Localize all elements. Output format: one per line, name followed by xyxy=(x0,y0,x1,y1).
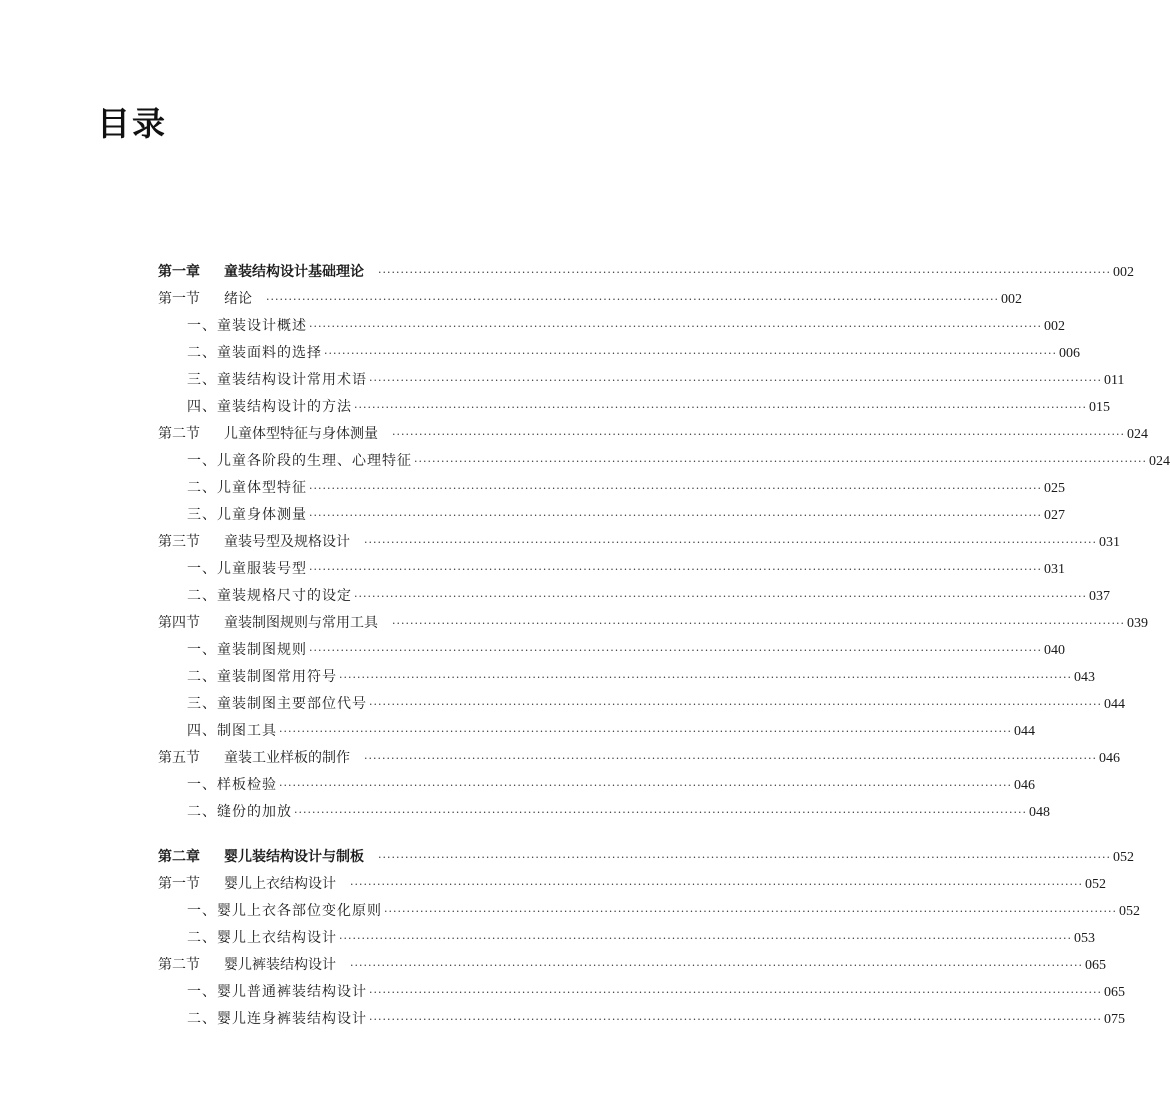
toc-item-title: 二、缝份的加放 xyxy=(187,804,292,820)
page-number: 039 xyxy=(1126,616,1148,631)
toc-chapter-row[interactable] xyxy=(158,844,1134,871)
toc-section-label xyxy=(158,610,378,637)
toc-item-row[interactable] xyxy=(158,367,1125,394)
toc-item-label xyxy=(158,340,322,367)
toc-item-label xyxy=(158,637,307,664)
toc-item-title: 一、婴儿上衣各部位变化原则 xyxy=(187,903,382,919)
toc-section-label xyxy=(158,745,350,772)
toc-item-label xyxy=(158,556,307,583)
toc-item-title: 二、童装制图常用符号 xyxy=(187,669,337,685)
toc-item-row[interactable] xyxy=(158,556,1065,583)
toc-item-title: 三、童装结构设计常用术语 xyxy=(187,372,367,388)
toc-item-label xyxy=(158,799,292,826)
dot-leader: ··································································································································································· xyxy=(392,428,1125,441)
toc-item-row[interactable] xyxy=(158,979,1125,1006)
page-number: 065 xyxy=(1103,985,1125,1000)
chapter-gap xyxy=(158,826,708,844)
toc-section-title: 童装号型及规格设计 xyxy=(224,534,350,550)
toc-item-label xyxy=(158,898,382,925)
toc-section-row[interactable] xyxy=(158,952,1106,979)
toc-item-title: 一、婴儿普通裤装结构设计 xyxy=(187,984,367,1000)
toc-item-label xyxy=(158,718,277,745)
page-number: 024 xyxy=(1148,454,1170,469)
toc-section-label xyxy=(158,871,336,898)
toc-item-title: 四、制图工具 xyxy=(187,723,277,739)
toc-section-title: 童装制图规则与常用工具 xyxy=(224,615,378,631)
dot-leader: ··································································································································································· xyxy=(350,959,1083,972)
page-number: 031 xyxy=(1098,535,1120,550)
toc-section-number: 第二节 xyxy=(158,957,200,973)
toc-item-row[interactable] xyxy=(158,925,1095,952)
dot-leader: ··································································································································································· xyxy=(279,725,1012,738)
toc-item-label xyxy=(158,1006,367,1033)
toc-item-title: 一、童装设计概述 xyxy=(187,318,307,334)
dot-leader: ··································································································································································· xyxy=(279,779,1012,792)
page-number: 075 xyxy=(1103,1012,1125,1027)
page-number: 052 xyxy=(1084,877,1106,892)
page-number: 037 xyxy=(1088,589,1110,604)
dot-leader: ··································································································································································· xyxy=(354,401,1087,414)
page-number: 015 xyxy=(1088,400,1110,415)
toc-item-row[interactable] xyxy=(158,772,1035,799)
dot-leader: ··································································································································································· xyxy=(369,374,1102,387)
dot-leader: ··································································································································································· xyxy=(392,617,1125,630)
page-number: 053 xyxy=(1073,931,1095,946)
toc-item-label xyxy=(158,502,307,529)
toc-item-label xyxy=(158,313,307,340)
toc-item-label xyxy=(158,448,412,475)
page-number: 052 xyxy=(1112,850,1134,865)
toc-item-title: 二、童装规格尺寸的设定 xyxy=(187,588,352,604)
page-number: 065 xyxy=(1084,958,1106,973)
toc-chapter-number: 第一章 xyxy=(158,264,200,280)
page-number: 002 xyxy=(1112,265,1134,280)
dot-leader: ··································································································································································· xyxy=(266,293,999,306)
toc-item-label xyxy=(158,664,337,691)
toc-item-title: 一、儿童服装号型 xyxy=(187,561,307,577)
toc-section-number: 第四节 xyxy=(158,615,200,631)
dot-leader: ··································································································································································· xyxy=(364,752,1097,765)
dot-leader: ··································································································································································· xyxy=(309,320,1042,333)
toc-item-label xyxy=(158,583,352,610)
toc-chapter-label xyxy=(158,844,364,871)
toc-item-label xyxy=(158,394,352,421)
toc-section-label xyxy=(158,286,252,313)
toc-chapter-number: 第二章 xyxy=(158,849,200,865)
page-number: 002 xyxy=(1043,319,1065,334)
toc-section-row[interactable] xyxy=(158,745,1120,772)
toc-item-row[interactable] xyxy=(158,340,1080,367)
toc-chapter-title: 婴儿装结构设计与制板 xyxy=(224,849,364,865)
dot-leader: ··································································································································································· xyxy=(354,590,1087,603)
dot-leader: ··································································································································································· xyxy=(350,878,1083,891)
toc-item-title: 二、婴儿上衣结构设计 xyxy=(187,930,337,946)
toc-item-label xyxy=(158,925,337,952)
toc-chapter-title: 童装结构设计基础理论 xyxy=(224,264,364,280)
toc-item-row[interactable] xyxy=(158,313,1065,340)
page-number: 052 xyxy=(1118,904,1140,919)
page-number: 046 xyxy=(1013,778,1035,793)
dot-leader: ··································································································································································· xyxy=(369,1013,1102,1026)
dot-leader: ··································································································································································· xyxy=(294,806,1027,819)
toc-item-title: 三、童装制图主要部位代号 xyxy=(187,696,367,712)
toc-chapter-row[interactable] xyxy=(158,259,1134,286)
toc-item-label xyxy=(158,367,367,394)
dot-leader: ··································································································································································· xyxy=(324,347,1057,360)
dot-leader: ··································································································································································· xyxy=(309,482,1042,495)
toc-item-row[interactable] xyxy=(158,583,1110,610)
dot-leader: ··································································································································································· xyxy=(309,644,1042,657)
page-number: 027 xyxy=(1043,508,1065,523)
toc-section-title: 儿童体型特征与身体测量 xyxy=(224,426,378,442)
page-number: 043 xyxy=(1073,670,1095,685)
toc-item-label xyxy=(158,772,277,799)
toc-item-title: 二、童装面料的选择 xyxy=(187,345,322,361)
page-title: 目录 xyxy=(97,104,167,143)
toc-item-row[interactable] xyxy=(158,475,1065,502)
toc-section-number: 第二节 xyxy=(158,426,200,442)
toc-section-number: 第五节 xyxy=(158,750,200,766)
toc-item-label xyxy=(158,691,367,718)
page-number: 002 xyxy=(1000,292,1022,307)
table-of-contents xyxy=(158,259,1170,1033)
toc-item-row[interactable] xyxy=(158,637,1065,664)
toc-item-title: 一、样板检验 xyxy=(187,777,277,793)
toc-section-row[interactable] xyxy=(158,610,1148,637)
toc-section-row[interactable] xyxy=(158,421,1148,448)
toc-section-number: 第一节 xyxy=(158,876,200,892)
dot-leader: ··································································································································································· xyxy=(414,455,1147,468)
dot-leader: ··································································································································································· xyxy=(378,851,1111,864)
dot-leader: ··································································································································································· xyxy=(369,698,1102,711)
page-number: 031 xyxy=(1043,562,1065,577)
toc-item-title: 二、婴儿连身裤装结构设计 xyxy=(187,1011,367,1027)
page-number: 046 xyxy=(1098,751,1120,766)
page-number: 011 xyxy=(1103,373,1125,388)
toc-item-title: 二、儿童体型特征 xyxy=(187,480,307,496)
toc-section-label xyxy=(158,529,350,556)
toc-item-row[interactable] xyxy=(158,1006,1125,1033)
toc-section-row[interactable] xyxy=(158,286,1022,313)
page-number: 044 xyxy=(1013,724,1035,739)
toc-item-row[interactable] xyxy=(158,718,1035,745)
dot-leader: ··································································································································································· xyxy=(369,986,1102,999)
page-number: 044 xyxy=(1103,697,1125,712)
toc-item-label xyxy=(158,475,307,502)
toc-item-row[interactable] xyxy=(158,664,1095,691)
toc-item-title: 一、童装制图规则 xyxy=(187,642,307,658)
toc-section-number: 第三节 xyxy=(158,534,200,550)
toc-section-row[interactable] xyxy=(158,871,1106,898)
toc-item-title: 三、儿童身体测量 xyxy=(187,507,307,523)
page-number: 040 xyxy=(1043,643,1065,658)
toc-item-row[interactable] xyxy=(158,394,1110,421)
page-number: 025 xyxy=(1043,481,1065,496)
page-number: 006 xyxy=(1058,346,1080,361)
toc-item-row[interactable] xyxy=(158,448,1170,475)
toc-section-number: 第一节 xyxy=(158,291,200,307)
dot-leader: ··································································································································································· xyxy=(384,905,1117,918)
dot-leader: ··································································································································································· xyxy=(309,509,1042,522)
dot-leader: ··································································································································································· xyxy=(364,536,1097,549)
toc-section-title: 婴儿裤装结构设计 xyxy=(224,957,336,973)
toc-item-row[interactable] xyxy=(158,691,1125,718)
toc-item-row[interactable] xyxy=(158,799,1050,826)
toc-item-row[interactable] xyxy=(158,502,1065,529)
toc-item-title: 四、童装结构设计的方法 xyxy=(187,399,352,415)
dot-leader: ··································································································································································· xyxy=(309,563,1042,576)
toc-chapter-label xyxy=(158,259,364,286)
toc-item-label xyxy=(158,979,367,1006)
page-number: 024 xyxy=(1126,427,1148,442)
toc-section-label xyxy=(158,421,378,448)
toc-section-title: 童装工业样板的制作 xyxy=(224,750,350,766)
dot-leader: ··································································································································································· xyxy=(378,266,1111,279)
dot-leader: ··································································································································································· xyxy=(339,932,1072,945)
page-number: 048 xyxy=(1028,805,1050,820)
toc-section-label xyxy=(158,952,336,979)
toc-section-row[interactable] xyxy=(158,529,1120,556)
dot-leader: ··································································································································································· xyxy=(339,671,1072,684)
toc-section-title: 绪论 xyxy=(224,291,252,307)
toc-section-title: 婴儿上衣结构设计 xyxy=(224,876,336,892)
toc-item-title: 一、儿童各阶段的生理、心理特征 xyxy=(187,453,412,469)
toc-item-row[interactable] xyxy=(158,898,1140,925)
